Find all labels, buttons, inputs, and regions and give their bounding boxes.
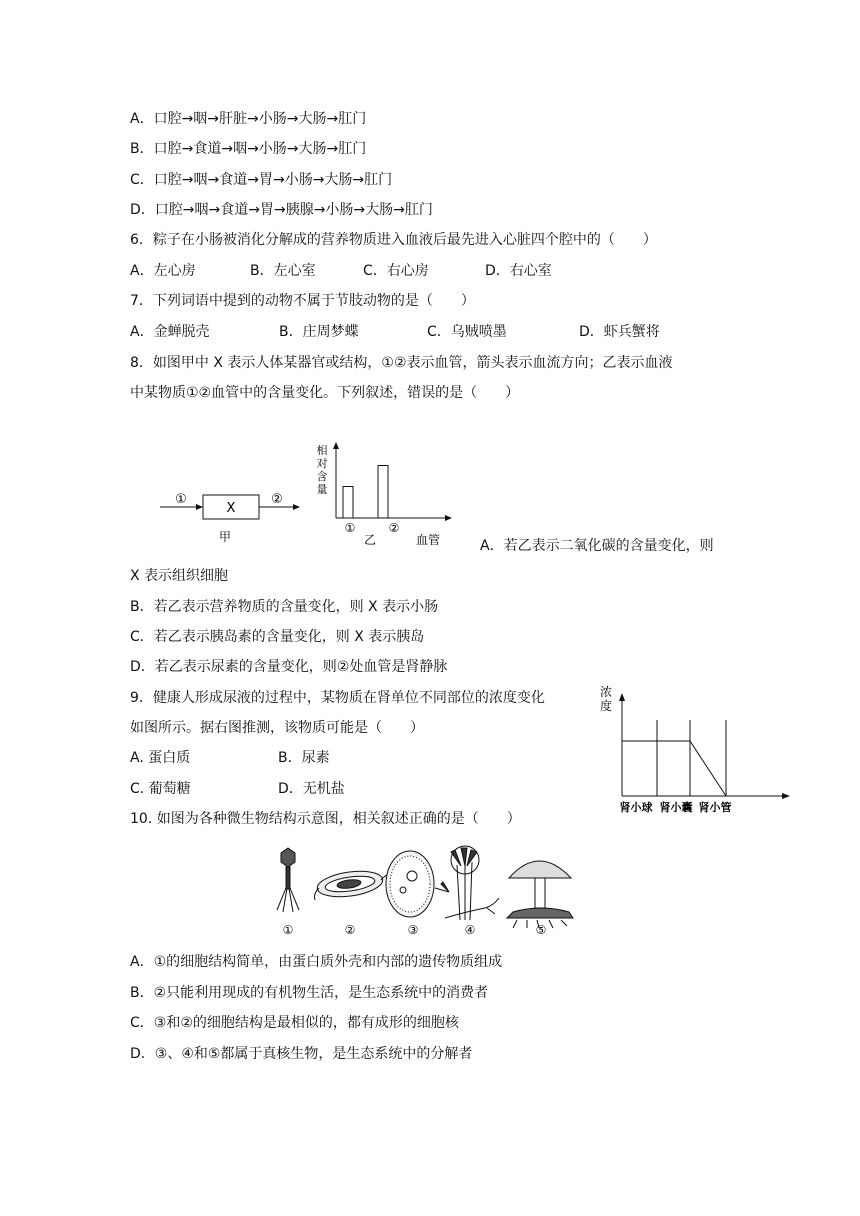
q9-figure (590, 680, 800, 820)
q9-segment-2: 肾小囊 (659, 801, 693, 814)
q8-figure-yi (310, 440, 470, 550)
yi-bar-1 (343, 487, 353, 519)
jia-in-label: ① (175, 492, 187, 507)
q8-option-a-part1: A．若乙表示二氧化碳的含量变化，则 (480, 538, 714, 554)
q10-option-d: D．③、④和⑤都属于真核生物，是生态系统中的分解者 (130, 1046, 473, 1062)
q7-option-d: D．虾兵蟹将 (579, 324, 660, 340)
jia-label: 甲 (218, 530, 232, 544)
q7-option-c: C．乌贼喷墨 (427, 324, 507, 340)
q5-option-b: B．口腔→食道→咽→小肠→大肠→肛门 (130, 141, 367, 157)
q9-yaxis-char-1: 浓 (599, 685, 613, 699)
q10-figure (265, 840, 585, 940)
q6-option-d: D．右心室 (485, 263, 552, 279)
q6-option-b: B．左心室 (250, 263, 316, 279)
jia-box-label: X (226, 501, 236, 516)
q9-options-row2 (130, 779, 345, 799)
micro-label-5: ⑤ (535, 923, 547, 937)
q5-option-c: C．口腔→咽→食道→胃→小肠→大肠→肛门 (130, 172, 393, 188)
micro-label-4: ④ (464, 923, 476, 937)
mold-image (435, 846, 499, 920)
q10-option-a: A．①的细胞结构简单，由蛋白质外壳和内部的遗传物质组成 (130, 954, 503, 970)
micro-label-2: ② (344, 923, 356, 937)
yi-yaxis-char-3: 含 (316, 470, 328, 483)
yeast-cell-image (386, 851, 434, 917)
yi-label: 乙 (363, 533, 377, 547)
yi-yaxis-char-2: 对 (316, 457, 328, 470)
q9-stem-line2: 如图所示。据右图推测，该物质可能是（ ） (130, 720, 424, 736)
q8-option-c: C．若乙表示胰岛素的含量变化，则 X 表示胰岛 (130, 629, 425, 645)
q6-stem: 6．粽子在小肠被消化分解成的营养物质进入血液后最先进入心脏四个腔中的（ ） (130, 232, 657, 248)
q8-option-b: B．若乙表示营养物质的含量变化，则 X 表示小肠 (130, 599, 439, 615)
q6-option-a: A．左心房 (130, 263, 196, 279)
q7-options (130, 322, 660, 342)
yi-yaxis-char-1: 相 (316, 444, 328, 457)
q9-options-row1 (130, 748, 330, 768)
q9-option-b: B．尿素 (278, 750, 330, 766)
q6-option-c: C．右心房 (363, 263, 429, 279)
micro-label-3: ③ (407, 923, 419, 937)
q9-stem-line1: 9．健康人形成尿液的过程中，某物质在肾单位不同部位的浓度变化 (130, 690, 545, 706)
q9-option-d: D．无机盐 (278, 781, 345, 797)
q8-option-a-part2: X 表示组织细胞 (130, 568, 229, 584)
q10-stem: 10. 如图为各种微生物结构示意图，相关叙述正确的是（ ） (130, 811, 521, 827)
q8-option-d: D．若乙表示尿素的含量变化，则②处血管是肾静脉 (130, 659, 448, 675)
q10-option-c: C．③和②的细胞结构是最相似的，都有成形的细胞核 (130, 1015, 459, 1031)
mushroom-image (507, 861, 573, 928)
yi-bar-2-label: ② (388, 521, 400, 535)
q8-stem-line2: 中某物质①②血管中的含量变化。下列叙述，错误的是（ ） (130, 385, 520, 401)
bacteriophage-image (277, 848, 299, 912)
yi-yaxis-char-4: 量 (316, 483, 328, 496)
q5-option-d: D．口腔→咽→食道→胃→胰腺→小肠→大肠→肛门 (130, 202, 433, 218)
jia-out-label: ② (271, 492, 283, 507)
q9-segment-1: 肾小球 (619, 801, 653, 814)
yi-bar-2 (378, 466, 388, 519)
q8-figure-jia (155, 485, 315, 545)
yi-bar-1-label: ① (344, 521, 356, 535)
micro-label-1: ① (282, 923, 294, 937)
q6-options (130, 261, 552, 281)
q9-option-a: A. 蛋白质 (130, 750, 191, 766)
q10-option-b: B．②只能利用现成的有机物生活，是生态系统中的消费者 (130, 985, 489, 1001)
q5-option-a: A．口腔→咽→肝脏→小肠→大肠→肛门 (130, 111, 367, 127)
yi-xaxis-label: 血管 (415, 533, 441, 547)
q9-yaxis-char-2: 度 (599, 699, 613, 713)
q9-option-c: C. 葡萄糖 (130, 781, 191, 797)
q9-concentration-line (622, 741, 726, 796)
q7-stem: 7．下列词语中提到的动物不属于节肢动物的是（ ） (130, 293, 475, 309)
q9-segment-3: 肾小管 (698, 801, 732, 814)
q7-option-b: B．庄周梦蝶 (279, 324, 359, 340)
q7-option-a: A．金蝉脱壳 (130, 324, 210, 340)
q8-stem-line1: 8．如图甲中 X 表示人体某器官或结构，①②表示血管，箭头表示血流方向；乙表示血液 (130, 355, 673, 371)
bacterium-image (315, 868, 398, 901)
